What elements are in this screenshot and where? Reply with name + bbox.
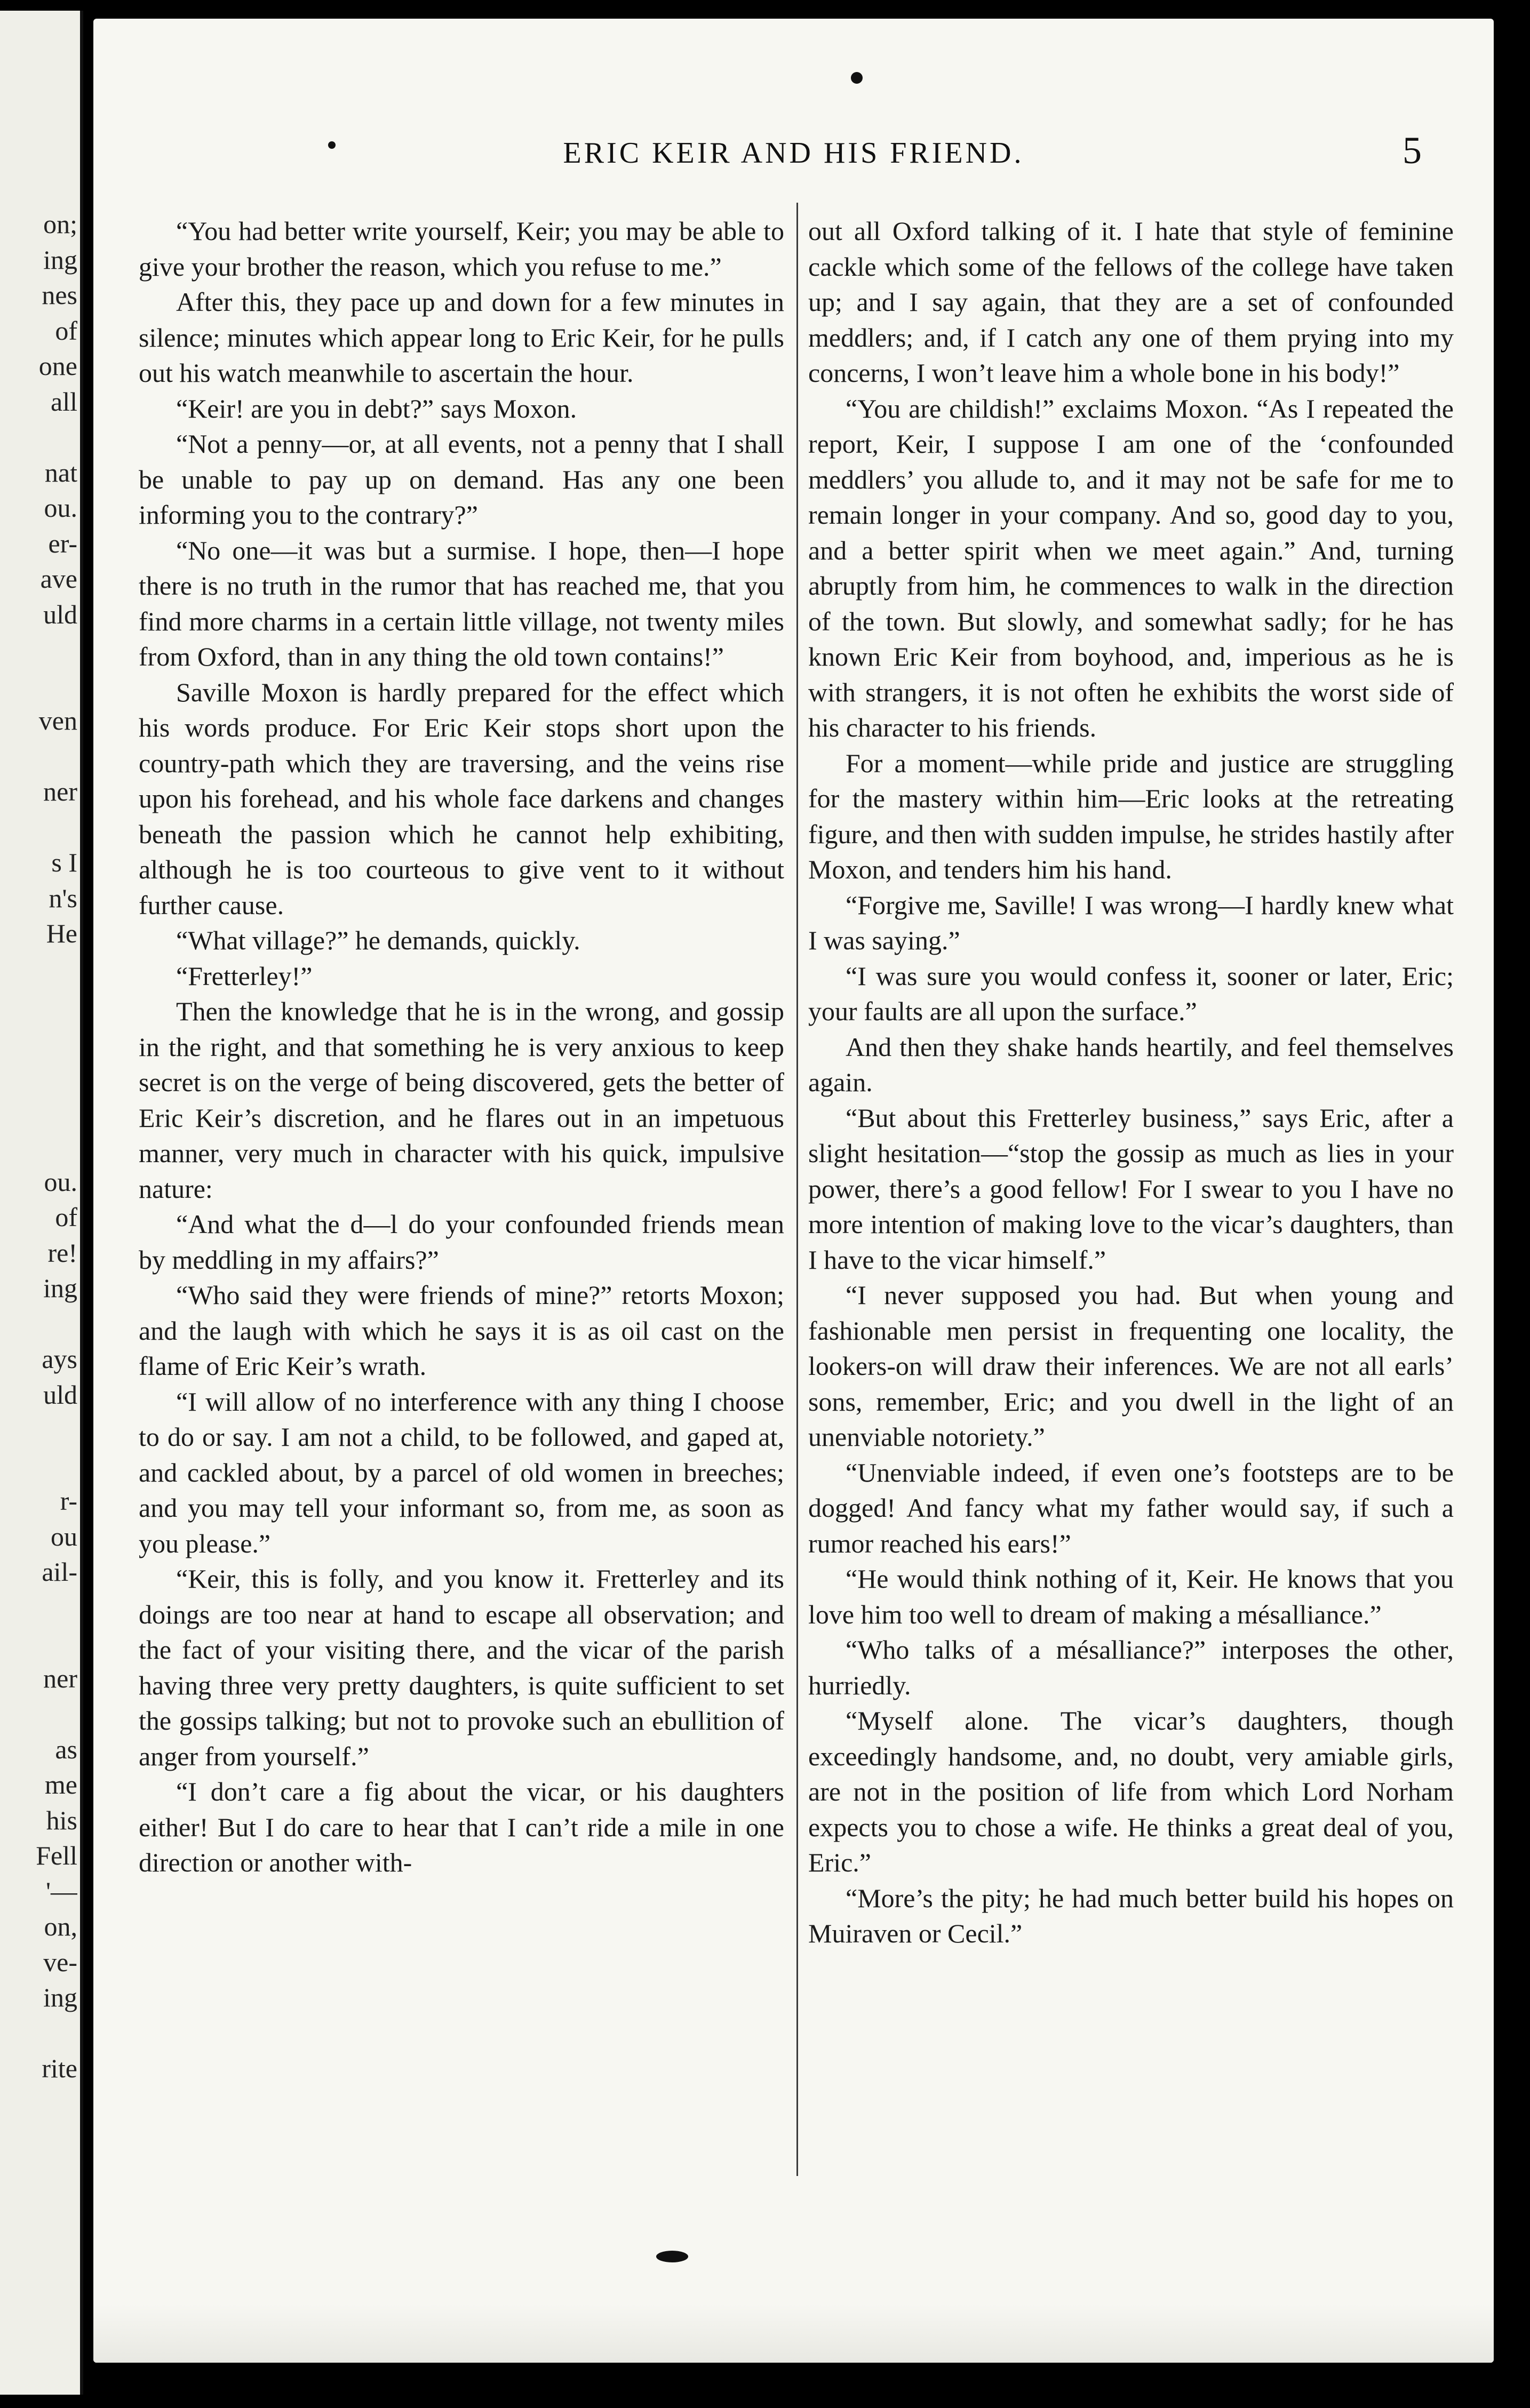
bleed-text-fragment: nat <box>44 457 77 487</box>
paragraph: “He would think nothing of it, Keir. He knows that you love him too well to dream of making a mésalliance.” <box>808 1564 1454 1629</box>
running-head: ERIC KEIR AND HIS FRIEND. <box>563 137 1024 170</box>
paragraph: After this, they pace up and down for a few minutes in silence; minutes which appear long to Eric Keir, for he pulls out his watch meanwhile to ascertain the hour. <box>139 287 784 388</box>
bleed-text-fragment: ing <box>43 1273 77 1303</box>
bleed-text-fragment: r- <box>60 1486 77 1516</box>
bleed-text-fragment: ing <box>43 1982 77 2012</box>
bleed-text-fragment: nes <box>42 280 77 310</box>
ink-speck <box>851 72 863 84</box>
bleed-text-fragment: ave <box>40 564 77 594</box>
bleed-text-fragment: ven <box>38 706 77 735</box>
ink-speck <box>656 2251 688 2262</box>
paragraph: “What village?” he demands, quickly. <box>176 925 580 955</box>
paragraph: “You are childish!” exclaims Moxon. “As I repeated the report, Keir, I suppose I am one of the ‘confounded meddlers’ you allude to, and it may not be safe for me to remain longer in your company. And so, good day to you, and a better spirit when we meet again.” And, turning abruptly from him, he commences to walk in the direction of the town. But slowly, and somewhat sadly; for he has known Eric Keir from boyhood, and, imperious as he is with strangers, it is not often he exhibits the worst side of his character to his friends. <box>808 393 1454 742</box>
paragraph: “You had better write yourself, Keir; you may be able to give your brother the reason, which you refuse to me.” <box>139 216 784 282</box>
bleed-text-fragment: of <box>55 315 77 346</box>
bleed-text-fragment: ail- <box>42 1557 77 1587</box>
bleed-text-fragment: rite <box>42 2053 77 2083</box>
paragraph: “And what the d—l do your confounded friends mean by meddling in my affairs?” <box>139 1209 784 1275</box>
paragraph: “Who talks of a mésalliance?” interposes the other, hurriedly. <box>808 1635 1454 1700</box>
bleed-text-fragment: Fell <box>36 1841 77 1870</box>
bleed-text-fragment: as <box>55 1734 77 1764</box>
paragraph: “Keir! are you in debt?” says Moxon. <box>176 393 577 423</box>
paragraph: “Who said they were friends of mine?” retorts Moxon; and the laugh with which he says it is as oil cast on the flame of Eric Keir’s wrath. <box>139 1280 784 1381</box>
bleed-text-fragment: uld <box>43 1379 77 1410</box>
left-column <box>139 213 784 1881</box>
bleed-text-fragment: ner <box>43 1663 77 1693</box>
bleed-text-fragment: me <box>44 1770 77 1799</box>
bleed-text-fragment: one <box>38 351 77 381</box>
paragraph: For a moment—while pride and justice are struggling for the mastery within him—Eric looks at the retreating figure, and then with sudden impulse, he strides hastily after Moxon, and tenders him his hand. <box>808 748 1454 884</box>
bleed-text-fragment: his <box>46 1805 77 1835</box>
bleed-text-fragment: ou. <box>44 493 77 523</box>
bleed-text-fragment: on, <box>44 1911 77 1941</box>
bleed-text-fragment: uld <box>43 599 77 629</box>
paragraph: “Fretterley!” <box>176 961 313 991</box>
bleed-text-fragment: ays <box>42 1344 77 1374</box>
paragraph: “I don’t care a fig about the vicar, or his daughters either! But I do care to hear that I can’t ride a mile in one direction or another with- <box>139 1777 784 1877</box>
paragraph: “Not a penny—or, at all events, not a penny that I shall be unable to pay up on demand. Has any one been informing you to the contrary?” <box>139 429 784 530</box>
paragraph: “I was sure you would confess it, sooner or later, Eric; your faults are all upon the surface.” <box>808 961 1454 1026</box>
paragraph: “Myself alone. The vicar’s daughters, though exceedingly handsome, and, no doubt, very amiable girls, are not in the position of life from which Lord Norham expects you to chose a wife. He thinks a great deal of you, Eric.” <box>808 1706 1454 1877</box>
bleed-text-fragment: re! <box>47 1237 77 1268</box>
paragraph: out all Oxford talking of it. I hate that style of feminine cackle which some of the fellows of the college have taken up; and I say again, that they are a set of confounded meddlers; and, if I catch any one of them prying into my concerns, I won’t leave him a whole bone in his body!” <box>808 216 1454 388</box>
bleed-text-fragment: all <box>51 386 77 417</box>
page-number: 5 <box>1402 129 1422 172</box>
paragraph: “More’s the pity; he had much better build his hopes on Muiraven or Cecil.” <box>808 1883 1454 1948</box>
bleed-text-fragment: ner <box>43 777 77 806</box>
bleed-text-fragment: '— <box>45 1876 77 1906</box>
paragraph: Then the knowledge that he is in the wrong, and gossip in the right, and that something he is very anxious to keep secret is on the verge of being discovered, gets the better of Eric Keir’s discretion, and he flares out in an impetuous manner, very much in character with his quick, impulsive nature: <box>139 996 784 1204</box>
paragraph: And then they shake hands heartily, and feel themselves again. <box>808 1031 1454 1097</box>
paragraph: “I will allow of no interference with any thing I choose to do or say. I am not a child, to be followed, and gaped at, and cackled about, by a parcel of old women in breeches; and you may tell your informant so, from me, as soon as you please.” <box>139 1386 784 1558</box>
bleed-text-fragment: of <box>55 1202 77 1232</box>
bleed-text-fragment: He <box>46 918 77 948</box>
page-bottom-edge <box>93 2304 1494 2363</box>
ink-speck <box>328 141 336 149</box>
bleed-text-fragment: n's <box>49 883 77 913</box>
paragraph: “Forgive me, Saville! I was wrong—I hardly knew what I was saying.” <box>808 890 1454 955</box>
paragraph: “Unenviable indeed, if even one’s footsteps are to be dogged! And fancy what my father would say, if such a rumor reached his ears!” <box>808 1457 1454 1558</box>
bleed-text-fragment: ou. <box>44 1166 77 1197</box>
paragraph: Saville Moxon is hardly prepared for the effect which his words produce. For Eric Keir stops short upon the country-path which they are traversing, and the veins rise upon his forehead, and his whole face darkens and changes beneath the passion which he cannot help exhibiting, although he is too courteous to give vent to it without further cause. <box>139 677 784 920</box>
bleed-text-fragment: on; <box>43 209 77 239</box>
adjacent-page-bleed <box>0 11 83 2395</box>
right-column <box>808 213 1454 1951</box>
bleed-text-fragment: ve- <box>43 1947 77 1977</box>
paragraph: “No one—it was but a surmise. I hope, then—I hope there is no truth in the rumor that has reached me, that you find more charms in a certain little village, not twenty miles from Oxford, than in any thing the old town contains!” <box>139 535 784 671</box>
paragraph: “Keir, this is folly, and you know it. Fretterley and its doings are too near at hand to escape all observation; and the fact of your visiting there, and the vicar of the parish having three very pretty daughters, is quite sufficient to set the gossips talking; but not to provoke such an ebullition of anger from yourself.” <box>139 1564 784 1771</box>
paragraph: “I never supposed you had. But when young and fashionable men persist in frequenting one locality, the lookers-on will draw their inferences. We are not all earls’ sons, remember, Eric; and you dwell in the light of an unenviable notoriety.” <box>808 1280 1454 1452</box>
bleed-text-fragment: ing <box>43 244 77 275</box>
bleed-text-fragment: s I <box>51 847 77 877</box>
book-page <box>93 19 1494 2363</box>
column-rule <box>796 203 798 2176</box>
paragraph: “But about this Fretterley business,” says Eric, after a slight hesitation—“stop the gossip as much as lies in your power, there’s a good fellow! For I swear to you I have no more intention of making love to the vicar’s daughters, than I have to the vicar himself.” <box>808 1102 1454 1275</box>
bleed-text-fragment: er- <box>48 528 77 558</box>
bleed-text-fragment: ou <box>51 1521 77 1551</box>
